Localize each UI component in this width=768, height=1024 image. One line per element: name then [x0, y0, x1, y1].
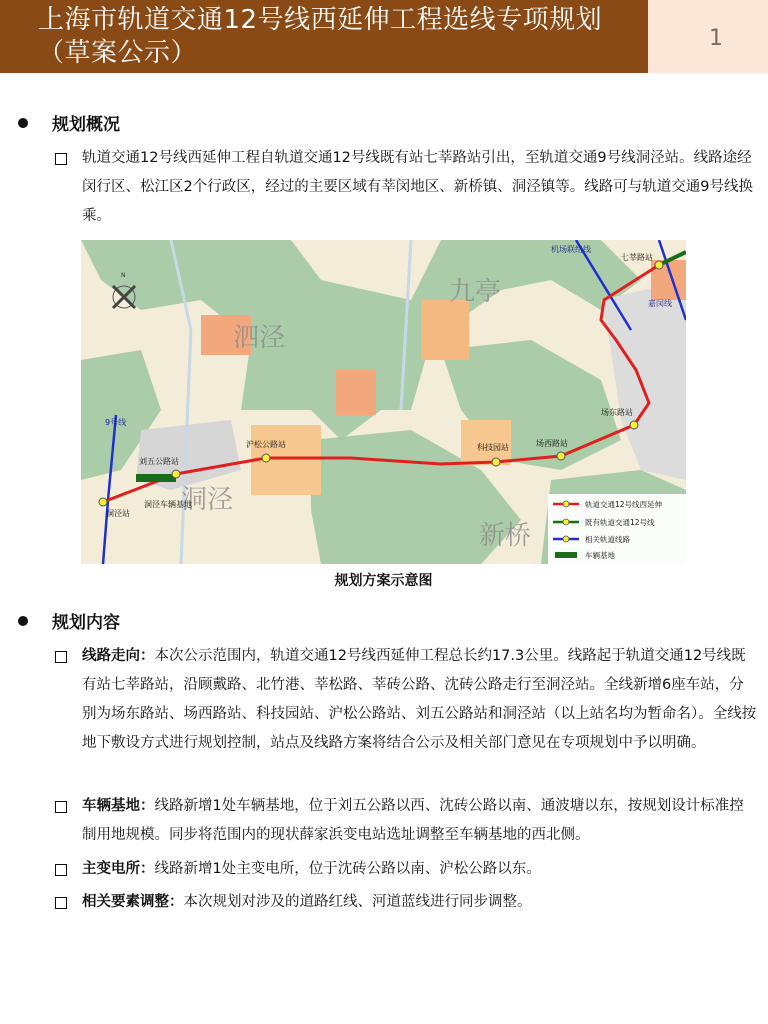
district-label: 洞泾 [181, 485, 234, 515]
station-label: 场东路站 [601, 408, 633, 417]
map-legend [548, 494, 686, 564]
svg-text:N: N [121, 272, 126, 279]
content-item-depot [82, 792, 758, 850]
legend-label: 轨道交通12号线西延伸 [585, 500, 663, 509]
item-label: 线路走向： [82, 648, 155, 664]
square-bullet-icon [55, 651, 67, 663]
square-bullet-icon [55, 897, 67, 909]
station-changdong [630, 421, 638, 429]
square-bullet-icon [55, 864, 67, 876]
square-bullet-icon [55, 801, 67, 813]
line-label: 9号线 [105, 418, 127, 427]
station-label: 七莘路站 [621, 253, 653, 262]
legend-label: 既有轨道交通12号线 [585, 518, 655, 527]
line-label: 机场联络线 [551, 245, 591, 254]
station-label: 科技园站 [477, 443, 509, 452]
content-item-route [82, 642, 758, 758]
station-label: 刘五公路站 [139, 457, 179, 466]
map-caption: 规划方案示意图 [334, 573, 433, 589]
station-qixin [655, 261, 663, 269]
content-item-adjustment [82, 888, 758, 917]
district-label: 九亭 [449, 277, 502, 307]
station-label: 洞泾站 [106, 509, 130, 518]
station-husong [262, 454, 270, 462]
district-label: 泗泾 [233, 323, 286, 353]
section-heading-overview [18, 110, 120, 135]
station-label: 场西路站 [536, 439, 568, 448]
item-text: 本次规划对涉及的道路红线、河道蓝线进行同步调整。 [183, 894, 532, 910]
title-bar [0, 0, 648, 73]
development-zone [336, 370, 376, 415]
overview-paragraph: 轨道交通12号线西延伸工程自轨道交通12号线既有站七莘路站引出，至轨道交通9号线洞泾站。线路途经闵行区、松江区2个行政区，经过的主要区域有莘闵地区、新桥镇、洞泾镇等。线路可与轨道交通9号线换乘。 [82, 150, 753, 224]
legend-label: 车辆基地 [585, 551, 615, 560]
development-zone [421, 300, 469, 360]
content-item-substation [82, 855, 758, 884]
page-title: 上海市轨道交通12号线西延伸工程选线专项规划（草案公示） [38, 5, 603, 68]
legend-label: 相关轨道线路 [585, 535, 630, 544]
item-label: 车辆基地： [82, 798, 155, 814]
section-heading-text: 规划概况 [52, 115, 120, 135]
line-label: 嘉闵线 [648, 299, 672, 308]
bullet-dot-icon [18, 616, 28, 626]
item-label: 主变电所： [82, 861, 155, 877]
station-kejiyuan [492, 458, 500, 466]
station-changxi [557, 452, 565, 460]
item-label: 相关要素调整： [82, 894, 184, 910]
item-text: 线路新增1处车辆基地，位于刘五公路以西、沈砖公路以南、通波塘以东，按规划设计标准控制用地规模。同步将范围内的现状薛家浜变电站选址调整至车辆基地的西北侧。 [82, 798, 744, 843]
section-heading-text: 规划内容 [52, 613, 120, 633]
item-text: 线路新增1处主变电所，位于沈砖公路以南、沪松公路以东。 [154, 861, 541, 877]
depot-label: 洞泾车辆基地 [144, 500, 192, 509]
station-liuwu [172, 470, 180, 478]
depot-marker [136, 474, 176, 482]
item-text: 本次公示范围内，轨道交通12号线西延伸工程总长约17.3公里。线路起于轨道交通12号线既有站七莘路站，沿顾戴路、北竹港、莘松路、莘砖公路、沈砖公路走行至洞泾站。全线新增6座车站，分别为场东路站、场西路站、科技园站、沪松公路站、刘五公路站和洞泾站（以上站名均为暂命名）。全线按地下敷设方式进行规划控制，站点及线路方案将结合公示及相关部门意见在专项规划中予以明确。 [82, 648, 757, 751]
page-number: 1 [709, 26, 723, 51]
route-map [81, 240, 686, 564]
station-dongjing [99, 498, 107, 506]
square-bullet-icon [55, 153, 67, 165]
bullet-dot-icon [18, 118, 28, 128]
station-label: 沪松公路站 [246, 440, 286, 449]
district-label: 新桥 [479, 521, 532, 551]
page-number-box [648, 0, 768, 73]
section-heading-content [18, 608, 120, 633]
